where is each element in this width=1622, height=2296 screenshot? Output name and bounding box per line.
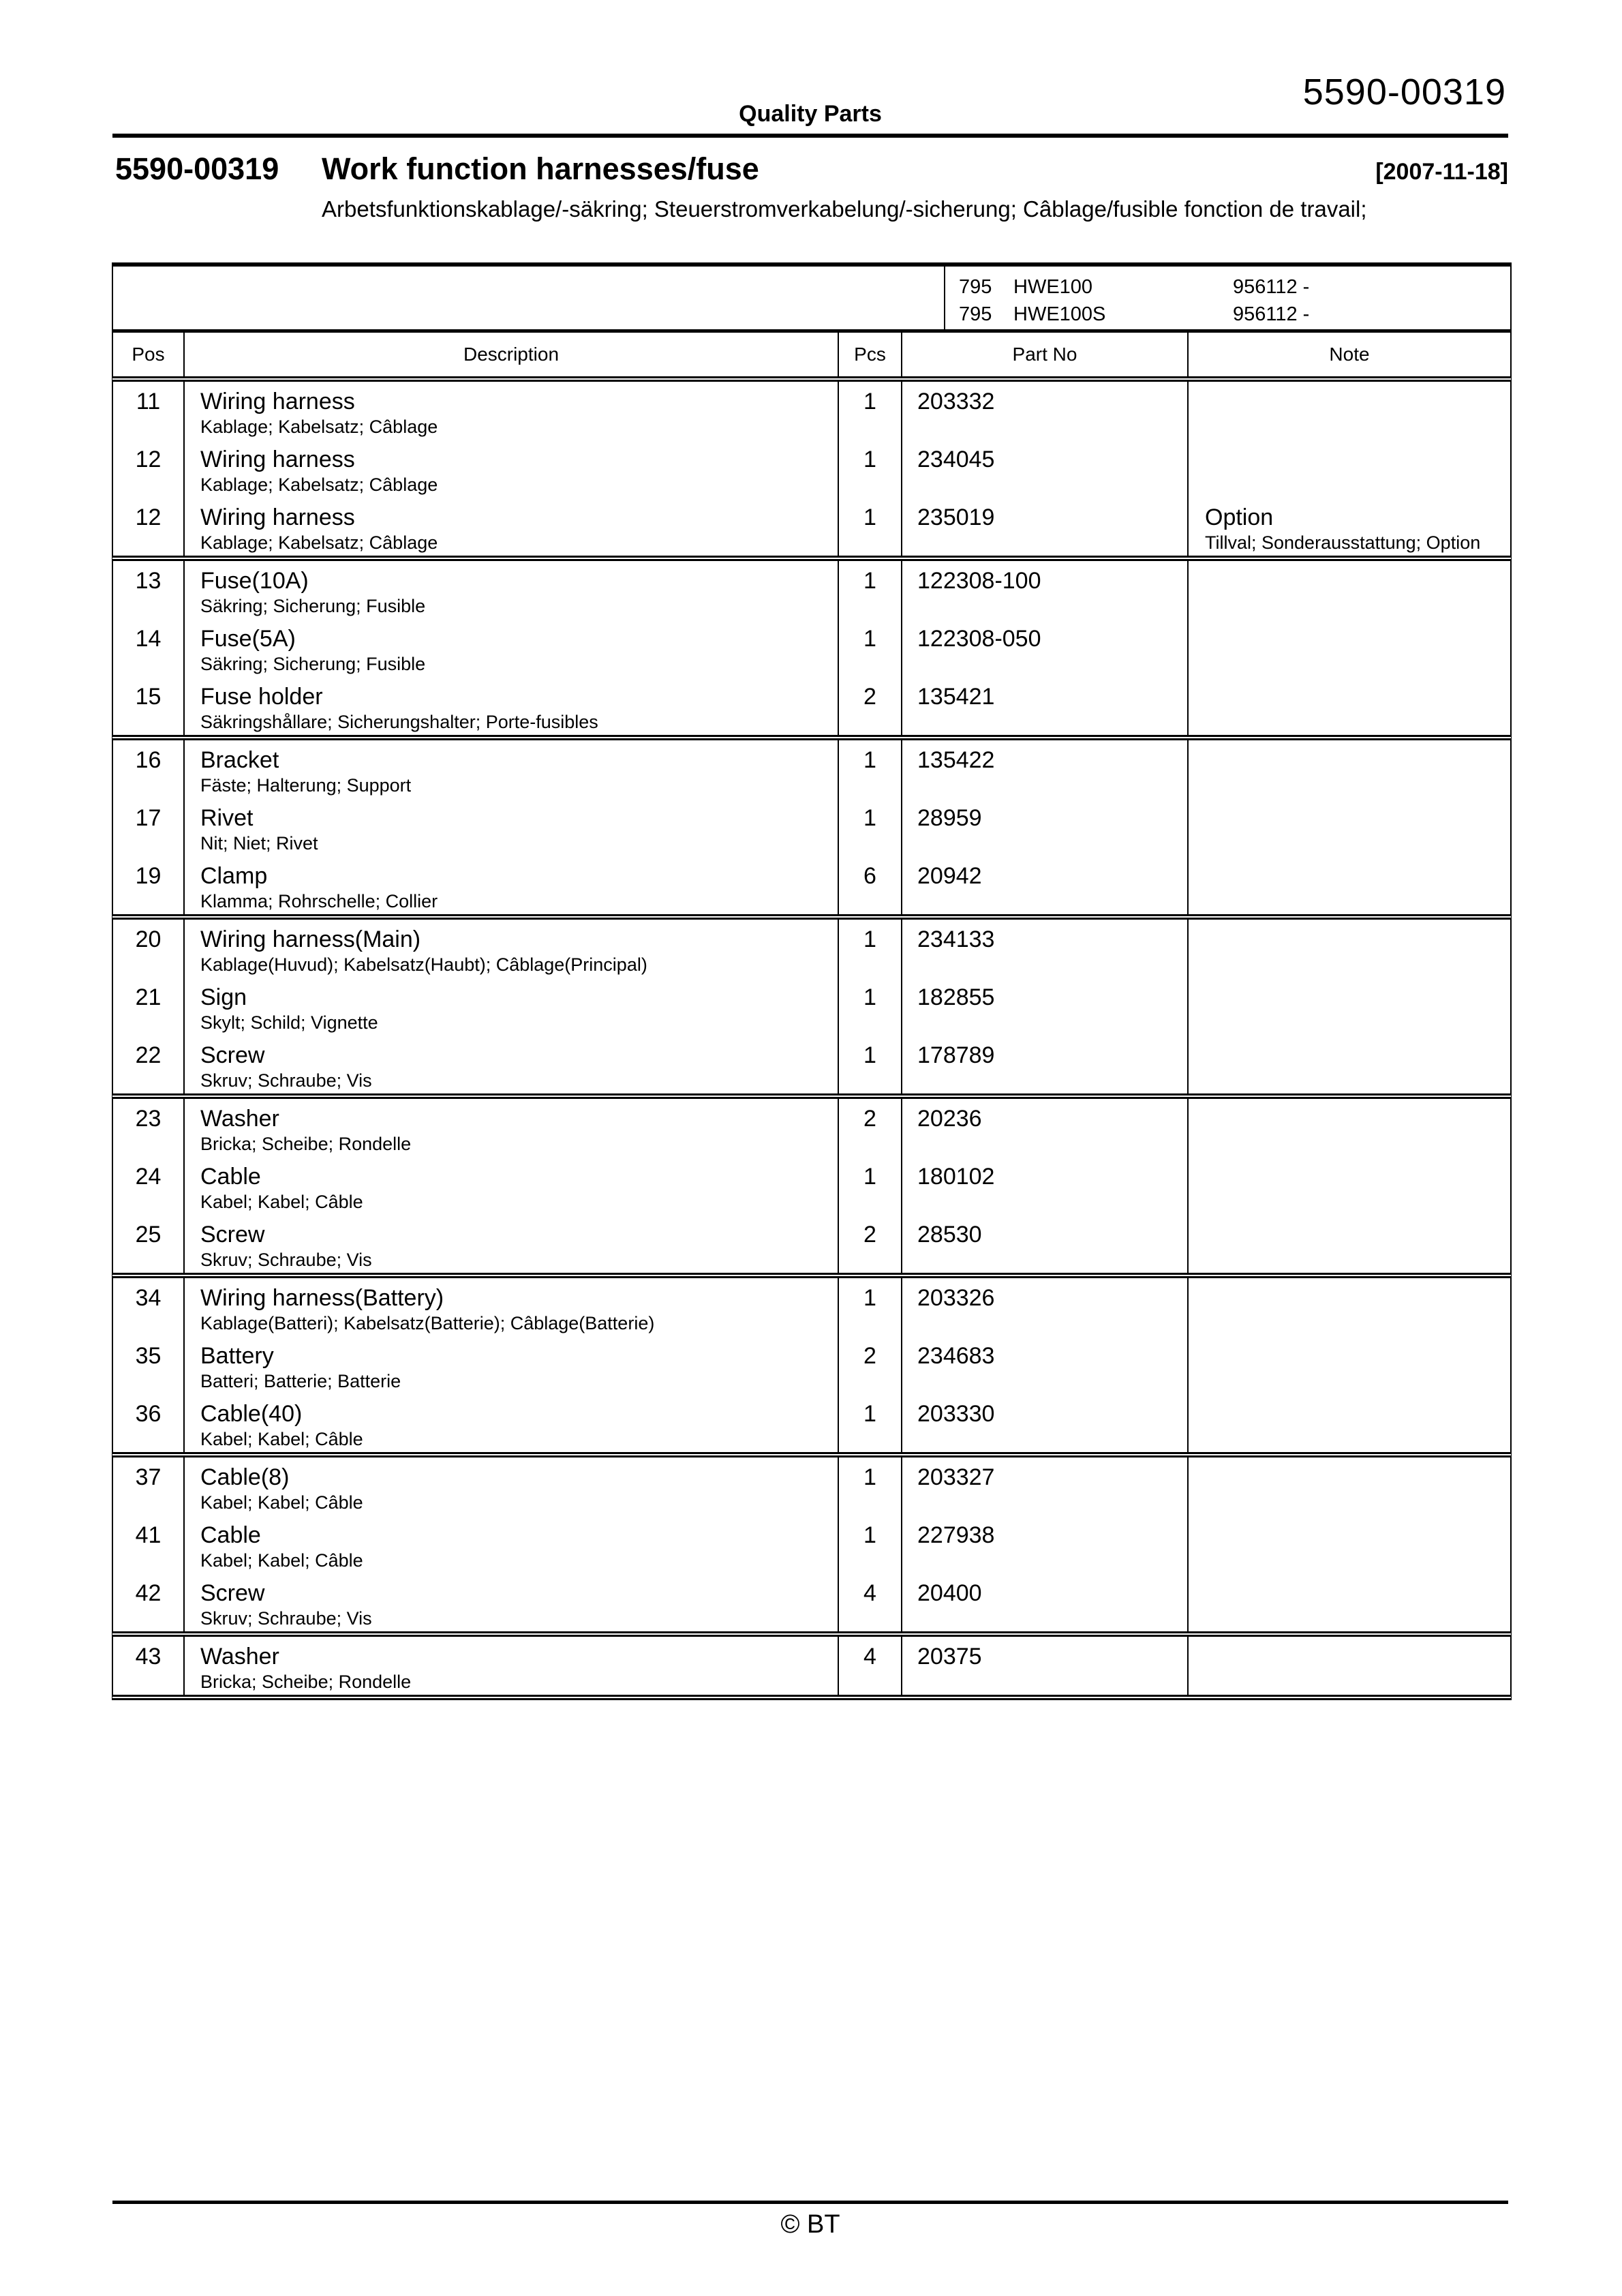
note-cell: [1187, 856, 1510, 914]
pos-cell: 16: [135, 747, 162, 773]
pcs-cell: 1: [838, 382, 901, 440]
table-row: [113, 1394, 1510, 1452]
pcs-cell: 1: [838, 1278, 901, 1336]
pcs-cell: 1: [838, 1515, 901, 1573]
part-name: Wiring harness: [200, 504, 355, 530]
part-no-cell: 203330: [901, 1394, 1187, 1452]
part-translations: Batteri; Batterie; Batterie: [200, 1371, 401, 1391]
part-translations: Bricka; Scheibe; Rondelle: [200, 1672, 412, 1692]
pos-cell: 20: [135, 926, 162, 952]
table-row-group: [112, 740, 1512, 920]
note-text: [1205, 1041, 1503, 1070]
note-cell: [1187, 1515, 1510, 1573]
pcs-cell: 1: [838, 1394, 901, 1452]
pos-cell: 13: [135, 568, 162, 594]
part-no-cell: 203326: [901, 1278, 1187, 1336]
part-translations: Kablage(Huvud); Kabelsatz(Haubt); Câblage(Principal): [200, 954, 647, 975]
table-row-group: [112, 1099, 1512, 1278]
part-name: Rivet: [200, 805, 254, 831]
col-header-part-no: Part No: [901, 333, 1187, 376]
note-text: [1205, 1162, 1503, 1191]
table-row: [113, 498, 1510, 556]
part-no-cell: 180102: [901, 1157, 1187, 1215]
pos-cell: 15: [135, 684, 162, 710]
note-cell: [1187, 382, 1510, 440]
note-cell: [1187, 798, 1510, 856]
note-cell: [1187, 1457, 1510, 1515]
note-text: [1205, 1400, 1503, 1428]
note-cell: [1187, 1278, 1510, 1336]
model-name: HWE100: [1013, 276, 1093, 298]
model-box-divider: [944, 267, 945, 329]
description-cell: [183, 619, 838, 677]
description-cell: [183, 440, 838, 498]
pos-cell: 19: [135, 863, 162, 889]
part-name: Washer: [200, 1106, 279, 1132]
model-code: 795: [959, 276, 992, 298]
part-translations: Kabel; Kabel; Câble: [200, 1492, 363, 1513]
description-cell: [183, 1394, 838, 1452]
table-row: [113, 619, 1510, 677]
description-cell: [183, 920, 838, 978]
part-no-cell: 178789: [901, 1036, 1187, 1093]
description-cell: [183, 1215, 838, 1273]
table-row: [113, 440, 1510, 498]
note-cell: [1187, 677, 1510, 735]
pos-cell: 21: [135, 984, 162, 1010]
pos-cell: 11: [136, 389, 161, 414]
description-cell: [183, 856, 838, 914]
note-cell: [1187, 1099, 1510, 1157]
part-translations: Kabel; Kabel; Câble: [200, 1550, 363, 1571]
part-translations: Kablage; Kabelsatz; Câblage: [200, 417, 438, 437]
model-name: HWE100S: [1013, 303, 1106, 325]
description-cell: [183, 498, 838, 556]
description-cell: [183, 1157, 838, 1215]
note-text: [1205, 445, 1503, 474]
note-text: [1205, 682, 1503, 711]
description-cell: [183, 1036, 838, 1093]
part-no-cell: 135421: [901, 677, 1187, 735]
part-name: Screw: [200, 1222, 265, 1248]
part-no-cell: 28530: [901, 1215, 1187, 1273]
pcs-cell: 6: [838, 856, 901, 914]
part-translations: Skruv; Schraube; Vis: [200, 1070, 372, 1091]
table-row-group: [112, 561, 1512, 740]
col-header-note: Note: [1187, 333, 1510, 376]
part-name: Fuse(10A): [200, 568, 309, 594]
note-cell: [1187, 920, 1510, 978]
description-cell: [183, 1515, 838, 1573]
part-name: Wiring harness(Battery): [200, 1285, 444, 1311]
pos-cell: 37: [135, 1464, 162, 1490]
part-translations: Nit; Niet; Rivet: [200, 833, 318, 854]
note-text: [1205, 387, 1503, 416]
note-cell: [1187, 740, 1510, 798]
copyright-notice: © BT: [780, 2210, 840, 2239]
table-row: [113, 1573, 1510, 1631]
part-translations: Skruv; Schraube; Vis: [200, 1608, 372, 1629]
note-text: [1205, 1104, 1503, 1133]
note-text: [1205, 983, 1503, 1012]
pos-cell: 41: [135, 1522, 162, 1548]
description-cell: [183, 1099, 838, 1157]
part-name: Fuse(5A): [200, 626, 296, 652]
note-cell: [1187, 1394, 1510, 1452]
table-row: [113, 978, 1510, 1036]
pcs-cell: 2: [838, 1336, 901, 1394]
pos-cell: 23: [135, 1106, 162, 1132]
part-name: Cable(40): [200, 1401, 303, 1427]
note-text: [1205, 1342, 1503, 1370]
parts-table: [112, 262, 1512, 1700]
table-row: [113, 856, 1510, 914]
col-header-pcs: Pcs: [838, 333, 901, 376]
note-text: [1205, 862, 1503, 890]
document-number: 5590-00319: [1302, 72, 1506, 112]
pos-cell: 34: [135, 1285, 162, 1311]
pos-cell: 36: [135, 1401, 162, 1427]
note-translations: Tillval; Sonderausstattung; Option: [1205, 532, 1481, 553]
part-no-cell: 28959: [901, 798, 1187, 856]
part-translations: Kablage; Kabelsatz; Câblage: [200, 474, 438, 495]
section-title-row: [115, 151, 1508, 187]
model-serial-range: 956112 -: [1233, 276, 1310, 298]
part-no-cell: 235019: [901, 498, 1187, 556]
note-text: [1205, 1642, 1503, 1671]
table-row: [113, 1157, 1510, 1215]
part-translations: Kabel; Kabel; Câble: [200, 1192, 363, 1212]
footer-rule: [112, 2201, 1508, 2204]
note-text: [1205, 925, 1503, 954]
pos-cell: 14: [135, 626, 162, 652]
part-name: Cable: [200, 1164, 261, 1190]
note-text: [1205, 567, 1503, 595]
description-cell: [183, 1573, 838, 1631]
table-row: [113, 382, 1510, 440]
part-name: Wiring harness(Main): [200, 926, 421, 952]
pcs-cell: 1: [838, 561, 901, 619]
pcs-cell: 4: [838, 1637, 901, 1695]
part-name: Cable: [200, 1522, 261, 1548]
note-text: [1205, 624, 1503, 653]
note-cell: [1187, 561, 1510, 619]
model-serial-range: 956112 -: [1233, 303, 1310, 325]
pcs-cell: 1: [838, 1457, 901, 1515]
pcs-cell: 1: [838, 740, 901, 798]
note-cell: [1187, 498, 1510, 556]
table-row: [113, 740, 1510, 798]
note-cell: [1187, 1215, 1510, 1273]
table-row: [113, 920, 1510, 978]
note-cell: [1187, 978, 1510, 1036]
part-translations: Kabel; Kabel; Câble: [200, 1429, 363, 1449]
part-name: Battery: [200, 1343, 274, 1369]
table-row: [113, 561, 1510, 619]
part-translations: Skruv; Schraube; Vis: [200, 1250, 372, 1270]
description-cell: [183, 382, 838, 440]
note-text: [1205, 1521, 1503, 1550]
pcs-cell: 2: [838, 677, 901, 735]
note-text: [1205, 1220, 1503, 1249]
note-text: [1205, 1463, 1503, 1492]
table-row: [113, 1099, 1510, 1157]
note-cell: [1187, 1157, 1510, 1215]
part-no-cell: 122308-100: [901, 561, 1187, 619]
pcs-cell: 2: [838, 1099, 901, 1157]
model-list: [959, 273, 1309, 328]
pos-cell: 22: [135, 1042, 162, 1068]
pcs-cell: 1: [838, 1157, 901, 1215]
part-translations: Kablage(Batteri); Kabelsatz(Batterie); Câblage(Batterie): [200, 1313, 655, 1333]
note-text: [1205, 804, 1503, 832]
description-cell: [183, 677, 838, 735]
part-name: Wiring harness: [200, 389, 355, 414]
part-name: Fuse holder: [200, 684, 323, 710]
part-no-cell: 135422: [901, 740, 1187, 798]
table-row: [113, 677, 1510, 735]
table-row: [113, 1215, 1510, 1273]
part-name: Sign: [200, 984, 247, 1010]
pos-cell: 35: [135, 1343, 162, 1369]
table-row: [113, 1457, 1510, 1515]
table-row-group: [112, 920, 1512, 1099]
part-no-cell: 203327: [901, 1457, 1187, 1515]
description-cell: [183, 978, 838, 1036]
pcs-cell: 1: [838, 440, 901, 498]
pos-cell: 12: [135, 447, 162, 472]
part-no-cell: 20375: [901, 1637, 1187, 1695]
description-cell: [183, 1637, 838, 1695]
note-text: [1205, 746, 1503, 774]
page-header-title: Quality Parts: [739, 101, 882, 127]
table-row-group: [112, 1457, 1512, 1637]
section-number: 5590-00319: [115, 151, 279, 186]
part-no-cell: 234683: [901, 1336, 1187, 1394]
col-header-pos: Pos: [132, 344, 165, 365]
model-row: [959, 273, 1309, 301]
pcs-cell: 1: [838, 498, 901, 556]
header-rule: [112, 134, 1508, 138]
part-translations: Skylt; Schild; Vignette: [200, 1012, 378, 1033]
description-cell: [183, 1336, 838, 1394]
pos-cell: 25: [135, 1222, 162, 1248]
pcs-cell: 1: [838, 619, 901, 677]
note-cell: [1187, 440, 1510, 498]
table-row-group: [112, 382, 1512, 561]
model-code: 795: [959, 303, 992, 325]
part-no-cell: 20400: [901, 1573, 1187, 1631]
table-row-group: [112, 1637, 1512, 1700]
note-cell: [1187, 1036, 1510, 1093]
pcs-cell: 2: [838, 1215, 901, 1273]
part-translations: Fäste; Halterung; Support: [200, 775, 412, 796]
part-translations: Klamma; Rohrschelle; Collier: [200, 891, 438, 911]
part-name: Washer: [200, 1644, 279, 1670]
pcs-cell: 1: [838, 978, 901, 1036]
part-translations: Säkringshållare; Sicherungshalter; Porte-fusibles: [200, 712, 598, 732]
note-text: Option: [1205, 504, 1274, 530]
part-name: Screw: [200, 1042, 265, 1068]
pos-cell: 17: [135, 805, 162, 831]
table-row-group: [112, 1278, 1512, 1457]
revision-date: [2007-11-18]: [1375, 159, 1508, 185]
model-box: [112, 262, 1512, 329]
part-no-cell: 122308-050: [901, 619, 1187, 677]
part-name: Bracket: [200, 747, 279, 773]
col-header-description: Description: [183, 333, 838, 376]
part-no-cell: 20942: [901, 856, 1187, 914]
note-cell: [1187, 1637, 1510, 1695]
table-row: [113, 1036, 1510, 1093]
pcs-cell: 1: [838, 798, 901, 856]
part-name: Clamp: [200, 863, 268, 889]
description-cell: [183, 1457, 838, 1515]
part-translations: Kablage; Kabelsatz; Câblage: [200, 532, 438, 553]
part-translations: Säkring; Sicherung; Fusible: [200, 654, 426, 674]
table-row: [113, 1336, 1510, 1394]
part-no-cell: 234045: [901, 440, 1187, 498]
part-no-cell: 227938: [901, 1515, 1187, 1573]
pcs-cell: 4: [838, 1573, 901, 1631]
section-title: Work function harnesses/fuse: [322, 151, 759, 186]
pcs-cell: 1: [838, 920, 901, 978]
part-translations: Säkring; Sicherung; Fusible: [200, 596, 426, 616]
pos-cell: 12: [135, 504, 162, 530]
description-cell: [183, 740, 838, 798]
part-translations: Bricka; Scheibe; Rondelle: [200, 1134, 412, 1154]
part-no-cell: 203332: [901, 382, 1187, 440]
note-cell: [1187, 1573, 1510, 1631]
description-cell: [183, 561, 838, 619]
pos-cell: 24: [135, 1164, 162, 1190]
pos-cell: 43: [135, 1644, 162, 1670]
table-row: [113, 798, 1510, 856]
description-cell: [183, 798, 838, 856]
part-no-cell: 234133: [901, 920, 1187, 978]
table-row: [113, 1637, 1510, 1695]
part-name: Wiring harness: [200, 447, 355, 472]
note-text: [1205, 1579, 1503, 1607]
part-no-cell: 182855: [901, 978, 1187, 1036]
model-row: [959, 301, 1309, 328]
note-text: [1205, 1284, 1503, 1312]
part-no-cell: 20236: [901, 1099, 1187, 1157]
part-name: Cable(8): [200, 1464, 290, 1490]
pos-cell: 42: [135, 1580, 162, 1606]
pcs-cell: 1: [838, 1036, 901, 1093]
table-row: [113, 1515, 1510, 1573]
note-cell: [1187, 1336, 1510, 1394]
section-subtitle: Arbetsfunktionskablage/-säkring; Steuerstromverkabelung/-sicherung; Câblage/fusible fonction de travail;: [322, 196, 1367, 222]
table-row: [113, 1278, 1510, 1336]
description-cell: [183, 1278, 838, 1336]
note-cell: [1187, 619, 1510, 677]
table-header-row: [112, 329, 1512, 382]
part-name: Screw: [200, 1580, 265, 1606]
